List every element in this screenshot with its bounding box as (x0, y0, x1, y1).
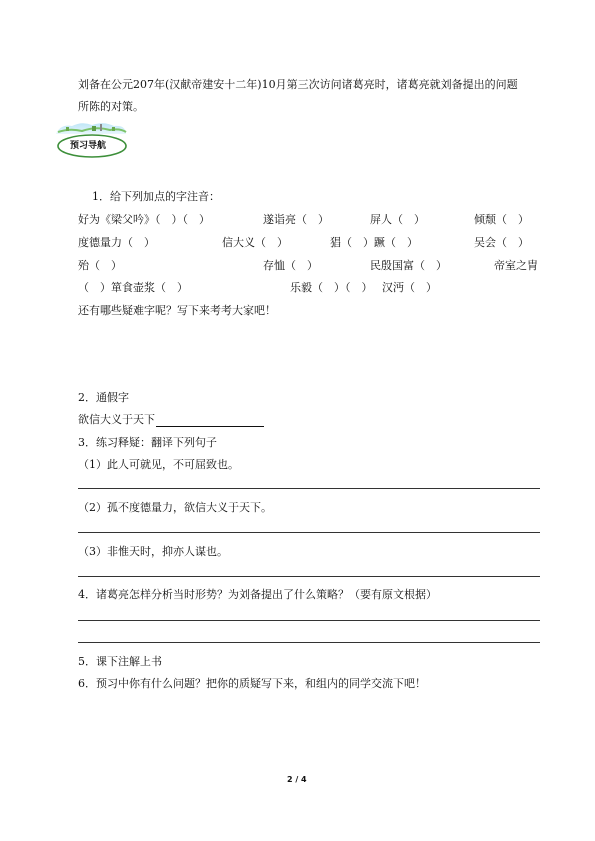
q1-row2-item3: 猖（ ）蹶（ ） (330, 236, 418, 249)
q2-title: 2．通假字 (78, 391, 129, 404)
q1-row4-item2: 乐毅（ ）（ ） (290, 281, 373, 294)
q1-extra-prompt: 还有哪些疑难字呢？写下来考考大家吧！ (78, 304, 276, 317)
q4-answer-line-2[interactable] (78, 642, 540, 643)
q2-answer-blank[interactable] (156, 415, 264, 427)
q1-row2-item4: 吴会（ ） (474, 236, 529, 249)
q1-row3-item3: 民殷国富（ ） (370, 259, 447, 272)
q3-answer-line-3[interactable] (78, 576, 540, 577)
q1-row2-item2: 信大义（ ） (222, 236, 288, 249)
q1-title: 1．给下列加点的字注音： (92, 190, 220, 203)
q6-title: 6．预习中你有什么问题？把你的质疑写下来，和组内的同学交流下吧！ (78, 677, 426, 690)
badge-label: 预习导航 (70, 141, 107, 151)
q1-row3-item4: 帝室之胄 (494, 259, 538, 272)
q1-row3-item2: 存恤（ ） (263, 259, 318, 272)
q3-sentence-3: （3）非惟天时，抑亦人谋也。 (78, 545, 228, 558)
intro-line-1: 刘备在公元207年(汉献帝建安十二年)10月第三次访问诸葛亮时，诸葛亮就刘备提出的问题 (78, 78, 518, 91)
q1-row1-item1: 好为《梁父吟》（ ）（ ） (78, 213, 210, 226)
q2-item (78, 413, 264, 427)
q4-answer-line-1[interactable] (78, 620, 540, 621)
q5-title: 5．课下注解上书 (78, 655, 162, 668)
page-number: 2 / 4 (287, 775, 307, 784)
q1-row3-item1: 殆（ ） (78, 259, 122, 272)
q1-row1-item4: 倾颓（ ） (474, 213, 529, 226)
q3-sentence-2: （2）孤不度德量力，欲信大义于天下。 (78, 501, 272, 514)
q1-row2-item1: 度德量力（ ） (78, 236, 155, 249)
q3-answer-line-2[interactable] (78, 532, 540, 533)
q4-title: 4．诸葛亮怎样分析当时形势？为刘备提出了什么策略？（要有原文根据） (78, 588, 437, 601)
q3-answer-line-1[interactable] (78, 488, 540, 489)
section-badge (52, 120, 130, 160)
q3-title: 3．练习释疑：翻译下列句子 (78, 436, 217, 449)
q1-row4-item1: （ ）箪食壶浆（ ） (78, 281, 188, 294)
q2-item-text: 欲信大义于天下 (78, 413, 155, 426)
intro-line-2: 所陈的对策。 (78, 100, 144, 113)
q1-row1-item3: 屏人（ ） (370, 213, 425, 226)
q3-sentence-1: （1）此人可就见，不可屈致也。 (78, 458, 239, 471)
q1-row1-item2: 遂诣亮（ ） (263, 213, 329, 226)
q1-row4-item3: 汉沔（ ） (382, 281, 437, 294)
